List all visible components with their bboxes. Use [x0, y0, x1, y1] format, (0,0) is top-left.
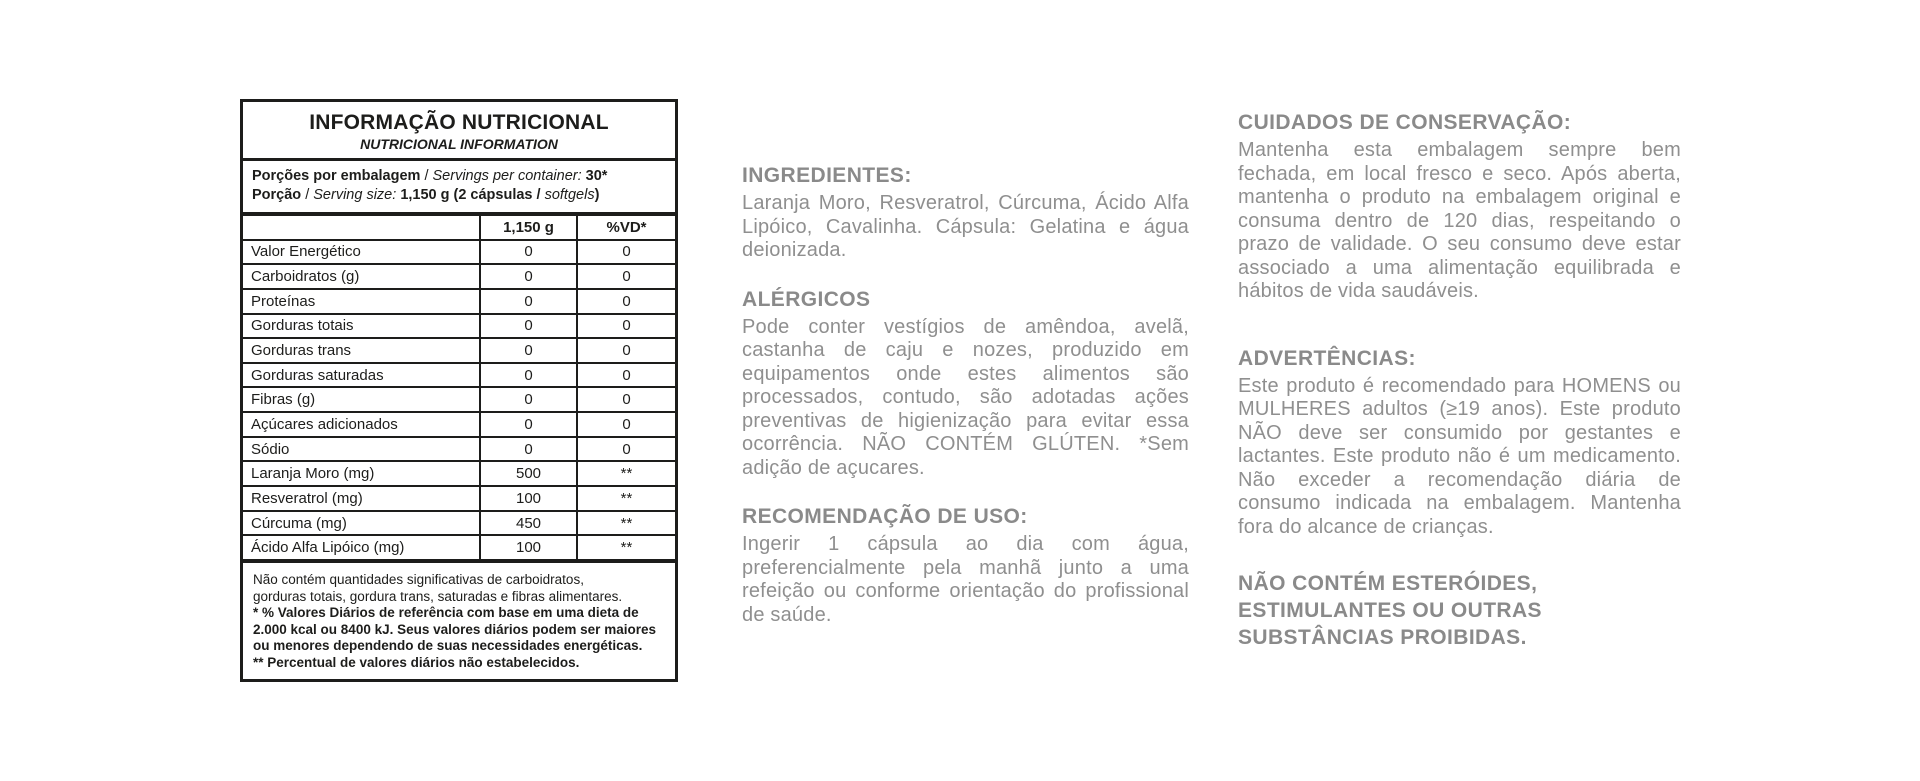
- nutrient-amount-cell: 0: [481, 364, 578, 387]
- footnote-line: gorduras totais, gordura trans, saturadas e fibras alimentares.: [253, 588, 623, 604]
- nutrient-dv-cell: **: [620, 465, 633, 483]
- nutrient-dv-cell: 0: [622, 342, 631, 360]
- nutrient-dv-cell: 0: [622, 243, 631, 261]
- footnote-line: Não contém quantidades significativas de carboidratos,: [253, 572, 584, 587]
- right-text-column: [1238, 110, 1681, 651]
- table-title: INFORMAÇÃO NUTRICIONAL: [309, 111, 609, 134]
- nutrient-dv-cell: 0: [622, 415, 631, 433]
- nutrient-label-cell: Valor Energético: [243, 241, 481, 264]
- footnote-line: 2.000 kcal ou 8400 kJ. Seus valores diários podem ser maiores: [253, 621, 656, 637]
- table-footnotes: [243, 559, 675, 679]
- nutrient-grid: [243, 216, 675, 559]
- nutrition-facts-table: [240, 99, 678, 682]
- table-row: [243, 386, 675, 411]
- nutrient-label-cell: Açúcares adicionados: [243, 413, 481, 436]
- servings-per-container-line: Porções por embalagem / Servings per container: 30*: [252, 168, 608, 184]
- prohibited-line: SUBSTÂNCIAS PROIBIDAS.: [1238, 626, 1527, 649]
- nutrient-dv-cell: 0: [622, 440, 631, 458]
- ingredients-body: Laranja Moro, Resveratrol, Cúrcuma, Ácido Alfa Lipóico, Cavalinha. Cápsula: Gelatina e água deionizada.: [742, 192, 1189, 261]
- nutrient-amount-cell: 100: [481, 536, 578, 559]
- nutrient-label-cell: Gorduras saturadas: [243, 364, 481, 387]
- prohibited-line: ESTIMULANTES OU OUTRAS: [1238, 599, 1542, 622]
- table-row: [243, 436, 675, 461]
- table-row: [243, 362, 675, 387]
- ingredients-section: [742, 163, 1189, 263]
- nutrient-label-cell: Cúrcuma (mg): [243, 512, 481, 535]
- table-row: [243, 534, 675, 559]
- table-row: [243, 313, 675, 338]
- nutrient-amount-cell: 450: [481, 512, 578, 535]
- nutrient-label-cell: Gorduras totais: [243, 315, 481, 338]
- table-header-row: [243, 216, 675, 239]
- nutrient-label-cell: Ácido Alfa Lipóico (mg): [243, 536, 481, 559]
- table-row: [243, 263, 675, 288]
- footnote-line: ** Percentual de valores diários não estabelecidos.: [253, 654, 580, 670]
- nutrient-amount-cell: 0: [481, 290, 578, 313]
- nutrient-label-cell: Gorduras trans: [243, 339, 481, 362]
- warnings-body: Este produto é recomendado para HOMENS ou MULHERES adultos (≥19 anos). Este produto NÃO deve ser consumido por gestantes e lactantes. Este produto não é um medicamento. Não exceder a recomendação diária de consumo indicada na embalagem. Mantenha fora do alcance de crianças.: [1238, 374, 1681, 538]
- nutrient-dv-cell: 0: [622, 391, 631, 409]
- table-title-block: [243, 102, 675, 161]
- nutrient-label-cell: Sódio: [243, 438, 481, 461]
- allergens-body: Pode conter vestígios de amêndoa, avelã, castanha de caju e nozes, produzido em equipamentos onde estes alimentos são processados, contudo, são adotadas ações preventivas de higienização para evitar essa ocorrência. NÃO CONTÉM GLÚTEN. *Sem adição de açucares.: [742, 315, 1189, 479]
- nutrient-dv-cell: 0: [622, 317, 631, 335]
- warnings-section: [1238, 346, 1681, 540]
- middle-text-column: [742, 163, 1189, 651]
- nutrient-dv-cell: **: [620, 514, 633, 532]
- amount-column-header: 1,150 g: [481, 216, 578, 239]
- storage-section: [1238, 110, 1681, 304]
- prohibited-line: NÃO CONTÉM ESTERÓIDES,: [1238, 572, 1538, 595]
- nutrient-label-cell: Carboidratos (g): [243, 265, 481, 288]
- nutrient-amount-cell: 0: [481, 413, 578, 436]
- nutrient-amount-cell: 500: [481, 462, 578, 485]
- nutrient-amount-cell: 0: [481, 388, 578, 411]
- usage-heading: RECOMENDAÇÃO DE USO:: [742, 505, 1028, 528]
- serving-size-line: Porção / Serving size: 1,150 g (2 cápsulas / softgels): [252, 187, 600, 203]
- nutrient-dv-cell: **: [620, 539, 633, 557]
- table-row: [243, 288, 675, 313]
- warnings-heading: ADVERTÊNCIAS:: [1238, 346, 1416, 370]
- nutrient-amount-cell: 100: [481, 487, 578, 510]
- nutrient-label-cell: Laranja Moro (mg): [243, 462, 481, 485]
- footnote-line: ou menores dependendo de suas necessidades energéticas.: [253, 638, 643, 654]
- dv-column-header: %VD*: [606, 218, 647, 236]
- nutrient-dv-cell: 0: [622, 268, 631, 286]
- table-row: [243, 337, 675, 362]
- usage-section: [742, 504, 1189, 627]
- table-row: [243, 239, 675, 264]
- table-row: [243, 485, 675, 510]
- nutrient-amount-cell: 0: [481, 339, 578, 362]
- nutrient-amount-cell: 0: [481, 438, 578, 461]
- allergens-section: [742, 287, 1189, 481]
- nutrient-label-cell: Fibras (g): [243, 388, 481, 411]
- nutrient-dv-cell: 0: [622, 366, 631, 384]
- table-row: [243, 411, 675, 436]
- ingredients-heading: INGREDIENTES:: [742, 164, 912, 187]
- nutrient-label-cell: Resveratrol (mg): [243, 487, 481, 510]
- table-row: [243, 460, 675, 485]
- storage-heading: CUIDADOS DE CONSERVAÇÃO:: [1238, 111, 1572, 134]
- table-row: [243, 510, 675, 535]
- storage-body: Mantenha esta embalagem sempre bem fechada, em local fresco e seco. Após aberta, mantenha o produto na embalagem original e consuma dentro de 120 dias, respeitando o prazo de validade. O seu consumo deve estar associado a uma alimentação equilibrada e hábitos de vida saudáveis.: [1238, 139, 1681, 302]
- nutrient-amount-cell: 0: [481, 241, 578, 264]
- nutrient-dv-cell: 0: [622, 292, 631, 310]
- footnote-line: * % Valores Diários de referência com base em uma dieta de: [253, 605, 639, 621]
- nutrient-amount-cell: 0: [481, 265, 578, 288]
- servings-block: [243, 161, 675, 216]
- prohibited-substances-statement: [1238, 570, 1681, 651]
- nutrient-label-cell: Proteínas: [243, 290, 481, 313]
- nutrient-label-header-cell: [243, 216, 481, 239]
- allergens-heading: ALÉRGICOS: [742, 287, 871, 311]
- nutrient-dv-cell: **: [620, 489, 633, 507]
- usage-body: Ingerir 1 cápsula ao dia com água, preferencialmente pela manhã junto a uma refeição ou conforme orientação do profissional de saúde.: [742, 533, 1189, 626]
- table-subtitle: NUTRICIONAL INFORMATION: [360, 136, 558, 152]
- nutrient-amount-cell: 0: [481, 315, 578, 338]
